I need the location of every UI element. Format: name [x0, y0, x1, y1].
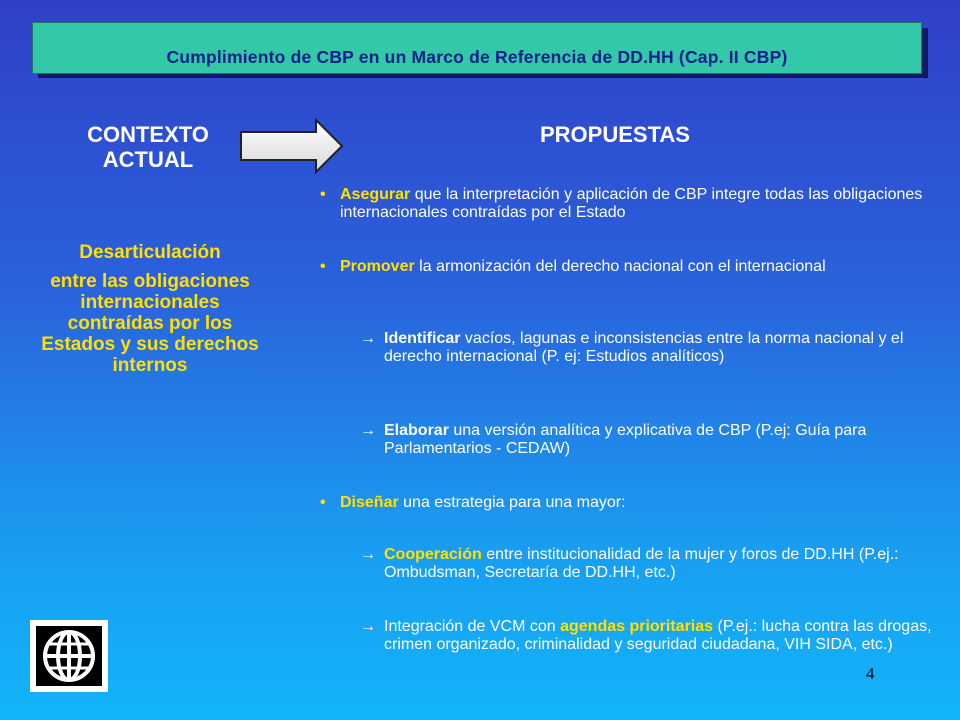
list-item [360, 422, 948, 458]
list-item [360, 618, 948, 654]
context-body: entre las obligaciones internacionales contraídas por los Estados y sus derechos internos [41, 271, 259, 376]
proposals-heading: PROPUESTAS [540, 122, 690, 147]
item-highlight: Cooperación [384, 546, 482, 563]
item-text: (P.ej.: lucha contra las drogas, crimen organizado, criminalidad y seguridad ciudadana, VIH SIDA, etc.) [384, 618, 932, 653]
bullet-icon: • [320, 494, 326, 511]
arrow-bullet-icon: → [360, 330, 376, 347]
arrow-bullet-icon: → [360, 546, 376, 563]
item-text: la armonización del derecho nacional con el internacional [414, 258, 826, 275]
item-highlight: agendas prioritarias [560, 618, 714, 635]
item-text: vacíos, lagunas e inconsistencias entre la norma nacional y el derecho internacional (P. ej: Estudios analíticos) [384, 330, 904, 365]
list-item [320, 494, 948, 512]
context-description [32, 242, 268, 376]
item-text: una versión analítica y explicativa de CBP (P.ej: Guía para Parlamentarios - CEDAW) [384, 422, 867, 457]
item-highlight: Identificar [384, 330, 461, 347]
item-highlight: Promover [340, 258, 415, 275]
item-text: que la interpretación y aplicación de CBP integre todas las obligaciones internacionales contraídas por el Estado [340, 186, 923, 221]
item-highlight: Diseñar [340, 494, 399, 511]
world-bank-globe-icon [30, 620, 108, 692]
list-item [360, 546, 948, 582]
bullet-icon: • [320, 258, 326, 275]
arrow-bullet-icon: → [360, 422, 376, 439]
context-highlight: Desarticulación [79, 242, 221, 263]
slide-title: Cumplimiento de CBP en un Marco de Referencia de DD.HH (Cap. II CBP) [166, 46, 788, 67]
item-highlight: Elaborar [384, 422, 449, 439]
right-arrow-icon [238, 118, 346, 174]
list-item [320, 186, 948, 222]
context-heading [58, 122, 238, 172]
item-highlight: Asegurar [340, 186, 411, 203]
bullet-icon: • [320, 186, 326, 203]
title-banner [32, 22, 922, 74]
item-text: una estrategia para una mayor: [398, 494, 626, 511]
arrow-bullet-icon: → [360, 618, 376, 635]
list-item [320, 258, 948, 276]
page-number: 4 [866, 664, 875, 683]
item-pre-text: Integración de VCM con [384, 618, 561, 635]
context-heading-line1: CONTEXTO [87, 122, 209, 147]
list-item [360, 330, 948, 366]
item-text: entre institucionalidad de la mujer y foros de DD.HH (P.ej.: Ombudsman, Secretaría de DD.HH, etc.) [384, 546, 899, 581]
context-heading-line2: ACTUAL [102, 147, 194, 172]
